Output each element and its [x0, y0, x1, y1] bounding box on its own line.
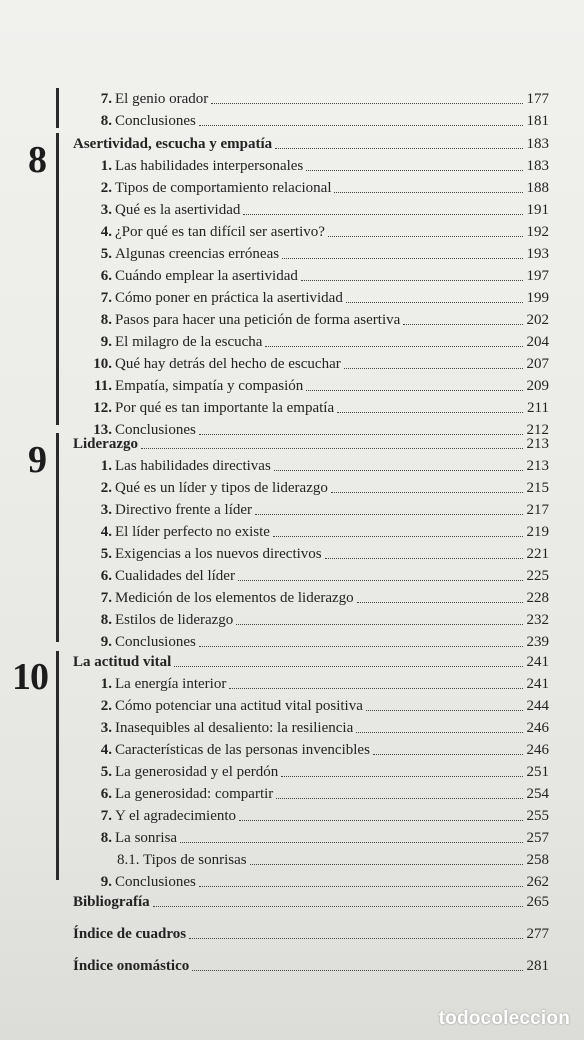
toc-entry-row	[0, 353, 584, 375]
page-number: 277	[526, 926, 549, 942]
entry-title: Qué es un líder y tipos de liderazgo	[115, 480, 328, 496]
dot-leader	[153, 906, 523, 907]
toc-entry-row	[0, 477, 584, 499]
dot-leader	[141, 448, 523, 449]
entry-number: 1.	[100, 458, 112, 474]
entry-title: Estilos de liderazgo	[115, 612, 234, 628]
entry-title: Por qué es tan importante la empatía	[115, 400, 335, 416]
dot-leader	[238, 580, 523, 581]
dot-leader	[199, 125, 523, 126]
chapter-number: 9	[28, 439, 46, 481]
entry-title: Conclusiones	[115, 634, 196, 650]
entry-title: El genio orador	[115, 91, 209, 107]
chapter-number: 8	[28, 139, 46, 181]
toc-entry-row	[0, 739, 584, 761]
page-number: 257	[526, 830, 549, 846]
toc-entry-row	[0, 717, 584, 739]
page-number: 228	[526, 590, 549, 606]
page-number: 251	[526, 764, 549, 780]
entry-number: 8.	[100, 830, 112, 846]
entry-title: Directivo frente a líder	[115, 502, 253, 518]
entry-title: Características de las personas invencibles	[115, 742, 370, 758]
back-matter-row	[0, 891, 584, 913]
entry-title: Conclusiones	[115, 422, 196, 438]
entry-number: 6.	[100, 268, 112, 284]
page-number: 193	[526, 246, 549, 262]
entry-title: Y el agradecimiento	[115, 808, 237, 824]
entry-title: ¿Por qué es tan difícil ser asertivo?	[115, 224, 325, 240]
entry-title: Inasequibles al desaliento: la resiliencia	[115, 720, 354, 736]
entry-number: 6.	[100, 568, 112, 584]
page-number: 202	[526, 312, 549, 328]
toc-entry-row	[0, 397, 584, 419]
entry-number: 3.	[100, 202, 112, 218]
entry-title: Cómo poner en práctica la asertividad	[115, 290, 343, 306]
entry-title: La generosidad: compartir	[115, 786, 274, 802]
toc-entry-row	[0, 309, 584, 331]
page-number: 183	[526, 136, 549, 152]
chapter-title: La actitud vital	[73, 654, 172, 670]
entry-number: 3.	[100, 720, 112, 736]
watermark-logo: todocoleccion	[438, 1008, 570, 1029]
dot-leader	[325, 558, 523, 559]
toc-entry-row	[0, 155, 584, 177]
dot-leader	[174, 666, 522, 667]
dot-leader	[243, 214, 522, 215]
entry-number: 8.	[100, 612, 112, 628]
entry-title: El milagro de la escucha	[115, 334, 263, 350]
entry-number: 10.	[93, 356, 112, 372]
entry-number: 1.	[100, 158, 112, 174]
toc-entry-row	[0, 695, 584, 717]
page-number: 183	[526, 158, 549, 174]
toc-entry-row	[0, 221, 584, 243]
page-number: 207	[526, 356, 549, 372]
entry-number: 4.	[100, 224, 112, 240]
entry-title: 8.1. Tipos de sonrisas	[117, 852, 247, 868]
entry-number: 7.	[100, 590, 112, 606]
entry-number: 7.	[100, 91, 112, 107]
toc-entry-row	[0, 761, 584, 783]
entry-title: La generosidad y el perdón	[115, 764, 279, 780]
dot-leader	[334, 192, 522, 193]
page-number: 265	[526, 894, 549, 910]
dot-leader	[273, 536, 523, 537]
entry-number: 5.	[100, 246, 112, 262]
dot-leader	[275, 148, 522, 149]
dot-leader	[180, 842, 522, 843]
entry-title: Conclusiones	[115, 113, 196, 129]
page-number: 244	[526, 698, 549, 714]
dot-leader	[357, 602, 523, 603]
back-matter-row	[0, 955, 584, 977]
dot-leader	[346, 302, 523, 303]
page-number: 209	[526, 378, 549, 394]
toc-entry-row	[0, 199, 584, 221]
dot-leader	[301, 280, 523, 281]
dot-leader	[331, 492, 523, 493]
toc-entry-row	[0, 805, 584, 827]
dot-leader	[373, 754, 523, 755]
toc-entry-row	[0, 331, 584, 353]
back-matter-row	[0, 923, 584, 945]
entry-title: Cuándo emplear la asertividad	[115, 268, 298, 284]
dot-leader	[189, 938, 522, 939]
dot-leader	[344, 368, 523, 369]
page-number: 219	[526, 524, 549, 540]
dot-leader	[199, 646, 523, 647]
page-number: 188	[526, 180, 549, 196]
dot-leader	[356, 732, 522, 733]
dot-leader	[192, 970, 522, 971]
page-number: 192	[526, 224, 549, 240]
entry-title: Las habilidades interpersonales	[115, 158, 304, 174]
chapter-heading-row	[0, 433, 584, 455]
dot-leader	[255, 514, 522, 515]
entry-title: Pasos para hacer una petición de forma asertiva	[115, 312, 401, 328]
entry-title: Medición de los elementos de liderazgo	[115, 590, 354, 606]
entry-title: Exigencias a los nuevos directivos	[115, 546, 322, 562]
entry-number: 3.	[100, 502, 112, 518]
entry-number: 7.	[100, 808, 112, 824]
dot-leader	[236, 624, 522, 625]
toc-entry-row	[0, 849, 584, 871]
toc-entry-row	[0, 871, 584, 893]
entry-title: Tipos de comportamiento relacional	[115, 180, 332, 196]
toc-entry-row	[0, 88, 584, 110]
page-number: 232	[526, 612, 549, 628]
entry-title: Empatía, simpatía y compasión	[115, 378, 304, 394]
entry-number: 9.	[100, 874, 112, 890]
entry-title: Cómo potenciar una actitud vital positiva	[115, 698, 363, 714]
dot-leader	[199, 886, 523, 887]
dot-leader	[211, 103, 522, 104]
entry-number: 6.	[100, 786, 112, 802]
entry-number: 8.	[100, 312, 112, 328]
toc-entry-row	[0, 177, 584, 199]
dot-leader	[282, 258, 522, 259]
chapter-title: Liderazgo	[73, 436, 138, 452]
entry-number: 1.	[100, 676, 112, 692]
toc-entry-row	[0, 609, 584, 631]
entry-title: Qué hay detrás del hecho de escuchar	[115, 356, 341, 372]
page-number: 281	[526, 958, 549, 974]
page-number: 211	[527, 400, 549, 416]
entry-number: 9.	[100, 634, 112, 650]
toc-entry-row	[0, 243, 584, 265]
toc-entry-row	[0, 375, 584, 397]
toc-entry-row	[0, 827, 584, 849]
toc-entry-row	[0, 565, 584, 587]
toc-entry-row	[0, 265, 584, 287]
page-number: 255	[526, 808, 549, 824]
toc-entry-row	[0, 543, 584, 565]
dot-leader	[239, 820, 522, 821]
dot-leader	[366, 710, 523, 711]
dot-leader	[281, 776, 522, 777]
chapter-title: Asertividad, escucha y empatía	[73, 136, 273, 152]
toc-entry-row	[0, 521, 584, 543]
page-number: 239	[526, 634, 549, 650]
entry-number: 12.	[93, 400, 112, 416]
toc-entry-row	[0, 287, 584, 309]
page-number: 213	[526, 436, 549, 452]
chapter-heading-row	[0, 133, 584, 155]
entry-number: 2.	[100, 698, 112, 714]
entry-title: Las habilidades directivas	[115, 458, 271, 474]
entry-number: 8.	[100, 113, 112, 129]
page-number: 241	[526, 654, 549, 670]
entry-number: 7.	[100, 290, 112, 306]
dot-leader	[265, 346, 522, 347]
dot-leader	[306, 390, 522, 391]
entry-number: 5.	[100, 546, 112, 562]
page-number: 262	[526, 874, 549, 890]
dot-leader	[229, 688, 522, 689]
page-number: 258	[526, 852, 549, 868]
toc-entry-row	[0, 499, 584, 521]
page-number: 246	[526, 742, 549, 758]
toc-entry-row	[0, 783, 584, 805]
page-number: 177	[526, 91, 549, 107]
page-number: 217	[526, 502, 549, 518]
entry-number: 5.	[100, 764, 112, 780]
entry-number: 11.	[94, 378, 112, 394]
page-number: 212	[526, 422, 549, 438]
entry-number: 9.	[100, 334, 112, 350]
entry-number: 2.	[100, 480, 112, 496]
dot-leader	[306, 170, 522, 171]
page-number: 181	[526, 113, 549, 129]
entry-title: Índice de cuadros	[73, 926, 187, 942]
entry-title: La sonrisa	[115, 830, 178, 846]
dot-leader	[276, 798, 522, 799]
page-number: 225	[526, 568, 549, 584]
toc-entry-row	[0, 110, 584, 132]
entry-title: Índice onomástico	[73, 958, 190, 974]
page-number: 213	[526, 458, 549, 474]
toc-entry-row	[0, 631, 584, 653]
entry-number: 4.	[100, 742, 112, 758]
dot-leader	[328, 236, 523, 237]
chapter-number: 10	[12, 656, 48, 698]
page-number: 197	[526, 268, 549, 284]
entry-title: Bibliografía	[73, 894, 150, 910]
page-number: 191	[526, 202, 549, 218]
page-number: 241	[526, 676, 549, 692]
entry-number: 13.	[93, 422, 112, 438]
page-number: 215	[526, 480, 549, 496]
page-number: 254	[526, 786, 549, 802]
entry-title: Cualidades del líder	[115, 568, 235, 584]
entry-title: Qué es la asertividad	[115, 202, 241, 218]
dot-leader	[403, 324, 522, 325]
entry-number: 4.	[100, 524, 112, 540]
entry-title: Conclusiones	[115, 874, 196, 890]
entry-number: 2.	[100, 180, 112, 196]
dot-leader	[274, 470, 523, 471]
entry-title: El líder perfecto no existe	[115, 524, 270, 540]
toc-entry-row	[0, 673, 584, 695]
entry-title: Algunas creencias erróneas	[115, 246, 280, 262]
dot-leader	[250, 864, 523, 865]
chapter-heading-row	[0, 651, 584, 673]
toc-entry-row	[0, 455, 584, 477]
page-number: 199	[526, 290, 549, 306]
page-number: 246	[526, 720, 549, 736]
page-number: 221	[526, 546, 549, 562]
dot-leader	[337, 412, 523, 413]
page-number: 204	[526, 334, 549, 350]
entry-title: La energía interior	[115, 676, 227, 692]
toc-entry-row	[0, 587, 584, 609]
